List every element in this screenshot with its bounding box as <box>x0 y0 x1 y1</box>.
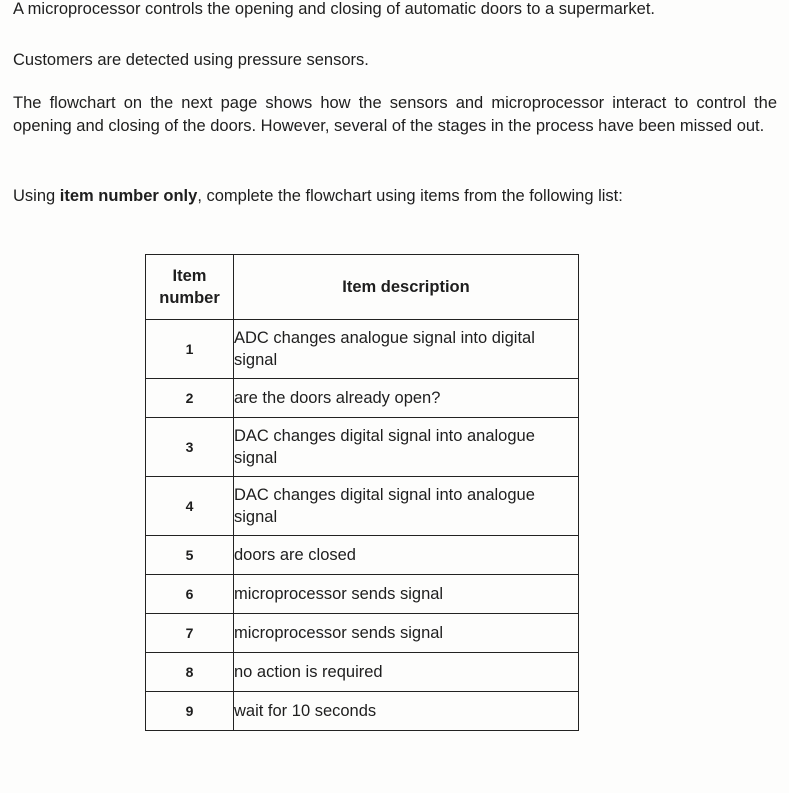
item-description: microprocessor sends signal <box>234 575 579 614</box>
item-description: doors are closed <box>234 536 579 575</box>
item-number: 2 <box>146 379 234 418</box>
table-row <box>146 477 579 536</box>
table-row <box>146 692 579 731</box>
item-description: microprocessor sends signal <box>234 614 579 653</box>
item-description: wait for 10 seconds <box>234 692 579 731</box>
item-number: 9 <box>146 692 234 731</box>
item-description: DAC changes digital signal into analogue signal <box>234 477 579 536</box>
header-item-number: Item number <box>146 255 234 320</box>
table-header-row <box>146 255 579 320</box>
item-number: 6 <box>146 575 234 614</box>
header-item-description: Item description <box>234 255 579 320</box>
item-number: 3 <box>146 418 234 477</box>
instruction-text-start: Using <box>13 187 60 205</box>
item-description: are the doors already open? <box>234 379 579 418</box>
instruction-paragraph <box>13 185 777 208</box>
table-row <box>146 320 579 379</box>
item-description: ADC changes analogue signal into digital signal <box>234 320 579 379</box>
table-row <box>146 536 579 575</box>
intro-paragraph: A microprocessor controls the opening and closing of automatic doors to a supermarket. <box>13 0 656 18</box>
table-row <box>146 379 579 418</box>
table-row <box>146 575 579 614</box>
sensor-paragraph: Customers are detected using pressure sensors. <box>13 51 369 69</box>
item-description: DAC changes digital signal into analogue signal <box>234 418 579 477</box>
item-description: no action is required <box>234 653 579 692</box>
items-table <box>145 254 579 731</box>
table-row <box>146 614 579 653</box>
item-number: 8 <box>146 653 234 692</box>
table-row <box>146 653 579 692</box>
item-number: 4 <box>146 477 234 536</box>
instruction-text-end: , complete the flowchart using items from the following list: <box>197 187 623 205</box>
item-number: 7 <box>146 614 234 653</box>
table-row <box>146 418 579 477</box>
instruction-text-bold: item number only <box>59 187 198 205</box>
flowchart-paragraph: The flowchart on the next page shows how the sensors and microprocessor interact to control the opening and closing of the doors. However, several of the stages in the process have been missed out. <box>13 94 777 135</box>
item-number: 1 <box>146 320 234 379</box>
item-number: 5 <box>146 536 234 575</box>
